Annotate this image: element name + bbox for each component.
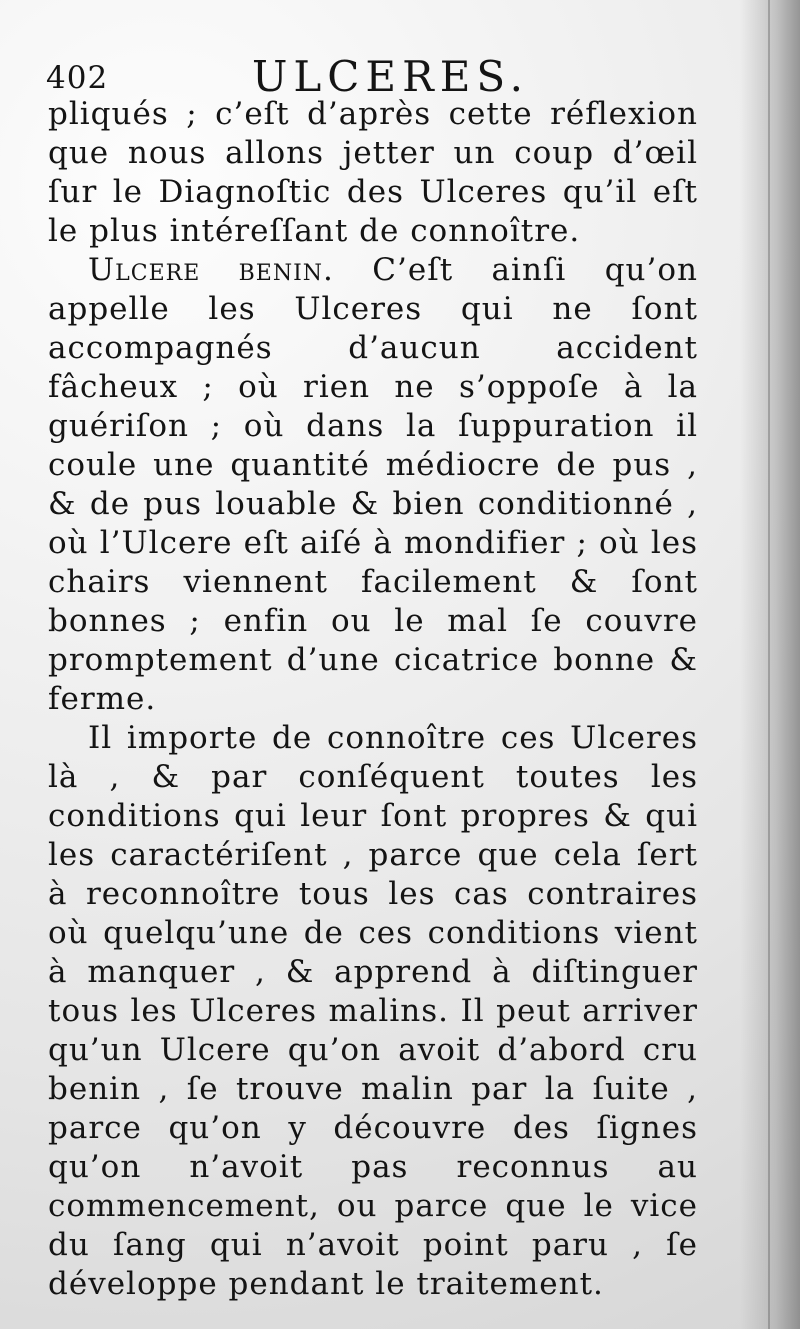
page-header <box>46 46 696 102</box>
running-title: ULCERES. <box>252 52 529 101</box>
page-number: 402 <box>46 60 109 96</box>
paragraph-ulcere-benin-text: C’eſt ainſi qu’on appelle les Ulceres qui ne ſont accompagnés d’aucun accident fâcheux ; où rien ne s’oppoſe à la guériſon ; où dans la ſuppuration il coule une quantité médiocre de pus , & de pus louable & bien conditionné , où l’Ulcere eſt aiſé à mondifier ; où les chairs viennent facilement & ſont bonnes ; enfin ou le mal ſe couvre promptement d’une cicatrice bonne & ferme. <box>48 252 698 717</box>
paragraph-ulcere-benin <box>48 251 698 719</box>
paragraph-importance: Il importe de connoître ces Ulceres là , & par conſéquent toutes les conditions qui leur ſont propres & qui les caractériſent , parce que cela ſert à reconnoître tous les cas contraires où quelqu’une de ces conditions vient à manquer , & apprend à diſtinguer tous les Ulceres malins. Il peut arriver qu’un Ulcere qu’on avoit d’abord cru benin , ſe trouve malin par la ſuite , parce qu’on y découvre des ſignes qu’on n’avoit pas reconnus au commencement, ou parce que le vice du ſang qui n’avoit point paru , ſe développe pendant le traitement. <box>48 720 698 1302</box>
body-text <box>48 95 698 1304</box>
section-heading-ulcere-benin: Ulcere benin. <box>88 252 334 288</box>
paragraph-continuation: pliqués ; c’eſt d’après cette réflexion que nous allons jetter un coup d’œil ſur le Diagnoſtic des Ulceres qu’il eſt le plus intéreſſant de connoître. <box>48 96 698 249</box>
